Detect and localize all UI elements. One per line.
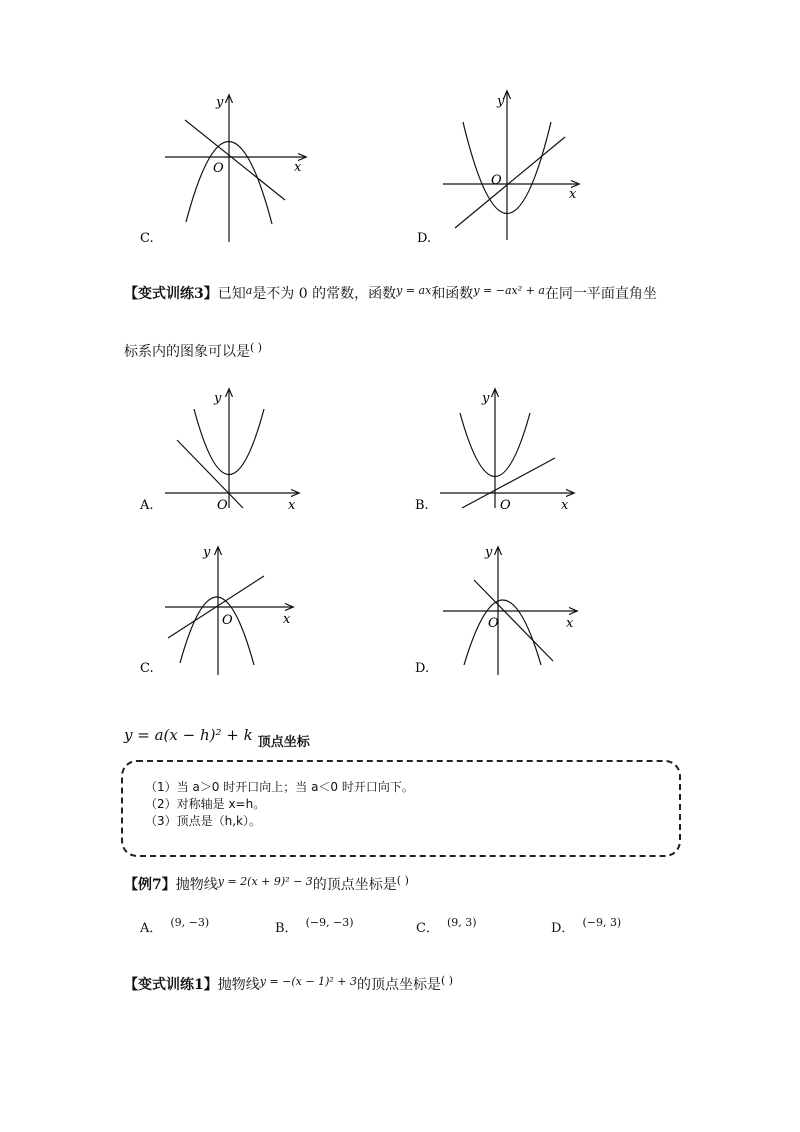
graph-label: B. bbox=[415, 498, 429, 513]
graph-label: A. bbox=[140, 498, 154, 513]
y-label: y bbox=[214, 391, 222, 406]
example7-text1: 抛物线 bbox=[175, 877, 218, 893]
example7-text2: 的顶点坐标是 bbox=[312, 877, 397, 893]
example7-choice-c[interactable] bbox=[416, 917, 477, 936]
vertex-info-box bbox=[121, 760, 681, 857]
variant3-question bbox=[124, 283, 657, 303]
variant1-text2: 的顶点坐标是 bbox=[357, 977, 442, 993]
choice-value: (−9, −3) bbox=[305, 916, 354, 929]
example7-choice-a[interactable] bbox=[140, 917, 209, 936]
answer-paren: ( ) bbox=[441, 974, 454, 987]
line bbox=[185, 120, 285, 200]
top-graphs bbox=[0, 0, 800, 260]
graph-mid-c bbox=[165, 548, 292, 675]
variant3-bracket: 【变式训练3】 bbox=[124, 286, 218, 302]
line bbox=[474, 580, 553, 661]
x-label: x bbox=[288, 498, 296, 513]
choice-value: (−9, 3) bbox=[582, 916, 622, 929]
vertex-section-title bbox=[124, 725, 310, 750]
variant3-line2 bbox=[124, 341, 262, 361]
vertex-title: 顶点坐标 bbox=[257, 735, 310, 750]
vertex-rule-3: （3）顶点是（h,k）。 bbox=[145, 814, 262, 828]
x-label: x bbox=[569, 187, 577, 202]
y-label: y bbox=[482, 391, 490, 406]
variant3-text3: 和函数 bbox=[431, 286, 474, 302]
y-label: y bbox=[497, 94, 505, 109]
variant3-text1: 已知 bbox=[217, 286, 246, 302]
answer-paren: ( ) bbox=[250, 341, 263, 354]
example7-question bbox=[124, 874, 409, 894]
graph-label: D. bbox=[415, 661, 430, 676]
choice-value: (9, −3) bbox=[170, 916, 210, 929]
graph-label: C. bbox=[140, 661, 154, 676]
answer-paren: ( ) bbox=[396, 874, 409, 887]
x-label: x bbox=[561, 498, 569, 513]
origin-label: O bbox=[213, 161, 224, 176]
choice-label: A． bbox=[140, 921, 163, 936]
example7-choice-b[interactable] bbox=[275, 917, 354, 936]
choice-label: C． bbox=[416, 921, 439, 936]
variant3-func1: y = ax bbox=[396, 284, 432, 297]
vertex-rule-2: （2）对称轴是 x=h。 bbox=[145, 797, 266, 811]
mid-graphs bbox=[0, 380, 800, 680]
variant1-func: y = −(x − 1)² + 3 bbox=[259, 975, 358, 988]
origin-label: O bbox=[491, 173, 502, 188]
origin-label: O bbox=[500, 498, 511, 513]
graph-top-c bbox=[165, 96, 305, 242]
y-label: y bbox=[216, 95, 224, 110]
x-label: x bbox=[566, 616, 574, 631]
graph-mid-a bbox=[165, 390, 298, 508]
y-label: y bbox=[485, 545, 493, 560]
origin-label: O bbox=[488, 616, 499, 631]
graph-label: C. bbox=[140, 231, 154, 246]
vertex-formula: y = a(x − h)² + k bbox=[124, 726, 253, 744]
graph-mid-b bbox=[440, 390, 573, 508]
origin-label: O bbox=[217, 498, 228, 513]
x-label: x bbox=[294, 160, 302, 175]
graph-label: D. bbox=[417, 231, 432, 246]
example7-bracket: 【例7】 bbox=[124, 877, 176, 893]
variant3-text2: 是不为 0 的常数，函数 bbox=[252, 286, 397, 302]
variant1-question bbox=[124, 974, 453, 994]
line bbox=[455, 137, 565, 228]
choice-value: (9, 3) bbox=[446, 916, 477, 929]
choice-label: B． bbox=[275, 921, 298, 936]
variant1-text1: 抛物线 bbox=[217, 977, 260, 993]
variant3-line2-text: 标系内的图象可以是 bbox=[124, 344, 250, 360]
variant1-bracket: 【变式训练1】 bbox=[124, 977, 218, 993]
choice-label: D． bbox=[551, 921, 575, 936]
graph-top-d bbox=[443, 92, 578, 240]
y-label: y bbox=[203, 545, 211, 560]
example7-choice-d[interactable] bbox=[551, 917, 621, 936]
variant3-text4: 在同一平面直角坐 bbox=[544, 286, 657, 302]
graph-mid-d bbox=[443, 548, 576, 675]
vertex-rule-1: （1）当 a＞0 时开口向上；当 a＜0 时开口向下。 bbox=[145, 780, 414, 794]
x-label: x bbox=[283, 612, 291, 627]
variant3-func2: y = −ax² + a bbox=[473, 284, 545, 297]
variant3-var-a: a bbox=[245, 284, 253, 297]
origin-label: O bbox=[222, 613, 233, 628]
example7-func: y = 2(x + 9)² − 3 bbox=[217, 875, 313, 888]
